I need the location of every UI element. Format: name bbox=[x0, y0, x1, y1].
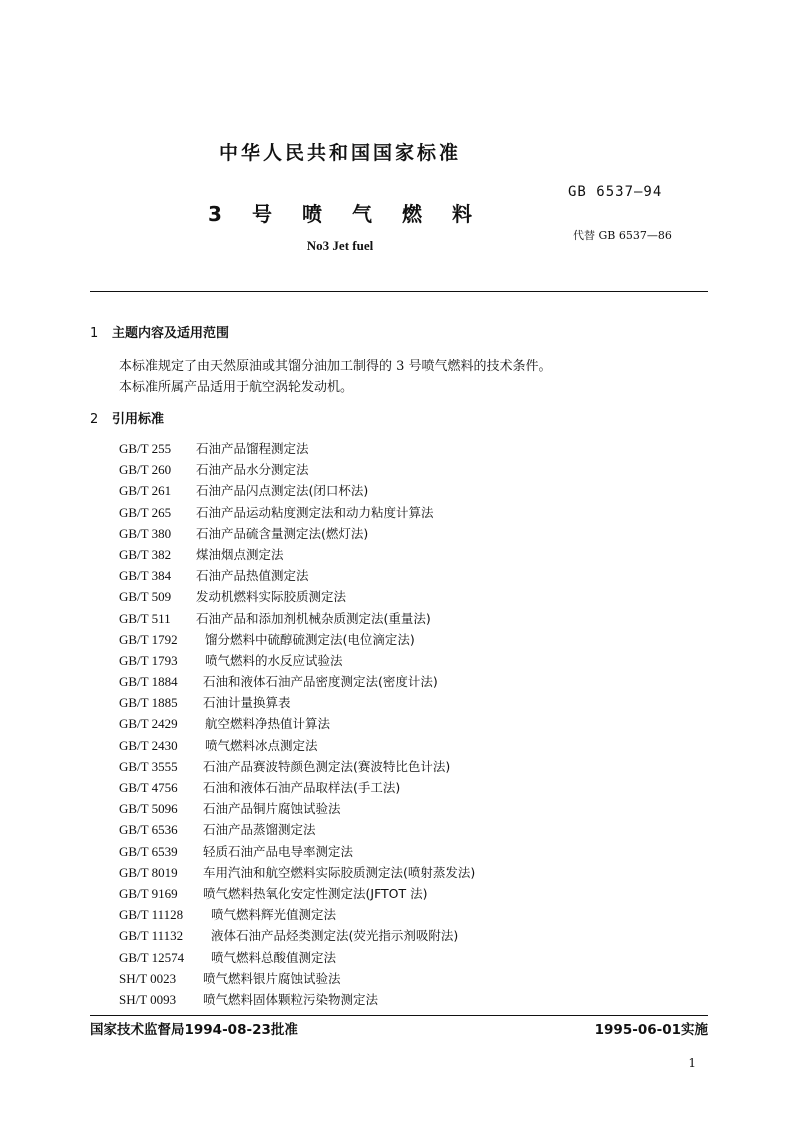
reference-name: 石油产品水分测定法 bbox=[196, 462, 309, 478]
reference-item bbox=[119, 819, 475, 840]
reference-name: 喷气燃料热氧化安定性测定法(JFTOT 法) bbox=[203, 885, 428, 901]
reference-code: SH/T 0093 bbox=[119, 991, 177, 1007]
section-1-heading bbox=[90, 322, 229, 341]
reference-code: GB/T 509 bbox=[119, 589, 172, 605]
reference-item bbox=[119, 692, 475, 713]
english-title: No3 Jet fuel bbox=[306, 238, 374, 253]
reference-code: GB/T 265 bbox=[119, 504, 172, 520]
footer-rule bbox=[90, 1015, 708, 1016]
reference-code: SH/T 0023 bbox=[119, 970, 177, 986]
reference-item bbox=[119, 565, 475, 586]
reference-item bbox=[119, 586, 475, 607]
reference-item bbox=[119, 798, 475, 819]
reference-code: GB/T 12574 bbox=[119, 949, 185, 965]
reference-code: GB/T 1884 bbox=[119, 674, 178, 690]
section-2-heading bbox=[90, 408, 164, 427]
reference-name: 石油产品蒸馏测定法 bbox=[203, 822, 316, 838]
reference-name: 发动机燃料实际胶质测定法 bbox=[196, 589, 347, 605]
reference-item bbox=[119, 883, 475, 904]
reference-name: 煤油烟点测定法 bbox=[196, 546, 284, 562]
reference-code: GB/T 260 bbox=[119, 462, 172, 478]
reference-code: GB/T 382 bbox=[119, 546, 172, 562]
reference-name: 石油产品馏程测定法 bbox=[196, 441, 309, 456]
reference-code: GB/T 11132 bbox=[119, 928, 184, 944]
reference-name: 喷气燃料辉光值测定法 bbox=[211, 907, 337, 923]
reference-code: GB/T 5096 bbox=[119, 801, 178, 817]
reference-item bbox=[119, 925, 475, 946]
reference-code: GB/T 6539 bbox=[119, 843, 178, 859]
section-1-paragraph: 本标准规定了由天然原油或其馏分油加工制得的 3 号喷气燃料的技术条件。 bbox=[119, 359, 552, 374]
section-1-number: 1 bbox=[90, 326, 99, 341]
reference-code: GB/T 2430 bbox=[119, 737, 178, 753]
reference-item bbox=[119, 777, 475, 798]
reference-name: 喷气燃料的水反应试验法 bbox=[205, 652, 343, 668]
reference-item bbox=[119, 480, 475, 501]
reference-item bbox=[119, 629, 475, 650]
reference-list bbox=[119, 438, 475, 1010]
reference-item bbox=[119, 713, 475, 734]
reference-code: GB/T 384 bbox=[119, 568, 172, 584]
header-rule bbox=[90, 291, 708, 292]
reference-item bbox=[119, 523, 475, 544]
reference-name: 石油和液体石油产品取样法(手工法) bbox=[203, 780, 401, 795]
reference-name: 石油产品硫含量测定法(燃灯法) bbox=[196, 525, 369, 541]
reference-name: 石油产品闪点测定法(闭口杯法) bbox=[196, 483, 369, 499]
reference-item bbox=[119, 544, 475, 565]
reference-code: GB/T 6536 bbox=[119, 822, 178, 838]
reference-code: GB/T 261 bbox=[119, 483, 172, 499]
reference-code: GB/T 11128 bbox=[119, 907, 184, 923]
section-2-title: 引用标准 bbox=[112, 412, 165, 427]
reference-name: 喷气燃料冰点测定法 bbox=[205, 737, 318, 753]
reference-code: GB/T 3555 bbox=[119, 758, 178, 774]
reference-code: GB/T 380 bbox=[119, 525, 172, 541]
reference-code: GB/T 1885 bbox=[119, 695, 178, 711]
reference-item bbox=[119, 756, 475, 777]
reference-item bbox=[119, 671, 475, 692]
reference-item bbox=[119, 438, 475, 459]
reference-name: 液体石油产品烃类测定法(荧光指示剂吸附法) bbox=[211, 928, 459, 944]
reference-name: 馏分燃料中硫醇硫测定法(电位滴定法) bbox=[205, 631, 415, 647]
reference-name: 石油产品和添加剂机械杂质测定法(重量法) bbox=[196, 610, 431, 626]
reference-item bbox=[119, 947, 475, 968]
national-standard-heading: 中华人民共和国国家标准 bbox=[218, 142, 461, 164]
reference-name: 喷气燃料固体颗粒污染物测定法 bbox=[203, 991, 379, 1007]
reference-name: 石油产品运动粘度测定法和动力粘度计算法 bbox=[196, 504, 434, 520]
reference-name: 车用汽油和航空燃料实际胶质测定法(喷射蒸发法) bbox=[203, 864, 476, 880]
reference-name: 石油产品赛波特颜色测定法(赛波特比色计法) bbox=[203, 758, 451, 774]
section-1-title: 主题内容及适用范围 bbox=[112, 326, 230, 341]
reference-item bbox=[119, 862, 475, 883]
reference-item bbox=[119, 841, 475, 862]
implementation-date: 1995-06-01实施 bbox=[594, 1022, 708, 1038]
approval-date: 国家技术监督局1994-08-23批准 bbox=[90, 1022, 298, 1038]
reference-name: 石油计量换算表 bbox=[203, 695, 291, 711]
reference-code: GB/T 2429 bbox=[119, 716, 178, 732]
reference-item bbox=[119, 650, 475, 671]
reference-item bbox=[119, 989, 475, 1010]
section-1-paragraph: 本标准所属产品适用于航空涡轮发动机。 bbox=[119, 380, 354, 395]
reference-name: 石油产品铜片腐蚀试验法 bbox=[203, 801, 341, 817]
reference-name: 石油产品热值测定法 bbox=[196, 568, 309, 584]
reference-item bbox=[119, 459, 475, 480]
reference-item bbox=[119, 735, 475, 756]
reference-item bbox=[119, 904, 475, 925]
reference-code: GB/T 1793 bbox=[119, 652, 178, 668]
document-title: 3号喷气燃料 bbox=[208, 202, 502, 226]
reference-code: GB/T 511 bbox=[119, 610, 171, 626]
reference-code: GB/T 8019 bbox=[119, 864, 178, 880]
reference-name: 喷气燃料总酸值测定法 bbox=[211, 949, 337, 965]
reference-code: GB/T 9169 bbox=[119, 885, 178, 901]
reference-item bbox=[119, 502, 475, 523]
reference-name: 喷气燃料银片腐蚀试验法 bbox=[203, 970, 341, 986]
reference-name: 航空燃料净热值计算法 bbox=[205, 716, 331, 732]
replaces-standard: 代替 GB 6537—86 bbox=[573, 229, 672, 242]
reference-code: GB/T 1792 bbox=[119, 631, 178, 647]
reference-code: GB/T 255 bbox=[119, 441, 172, 456]
reference-name: 轻质石油产品电导率测定法 bbox=[203, 843, 354, 859]
reference-item bbox=[119, 608, 475, 629]
page-number: 1 bbox=[688, 1056, 696, 1070]
standard-number: GB 6537—94 bbox=[568, 184, 663, 200]
reference-item bbox=[119, 968, 475, 989]
reference-code: GB/T 4756 bbox=[119, 780, 178, 795]
section-2-number: 2 bbox=[90, 412, 99, 427]
reference-name: 石油和液体石油产品密度测定法(密度计法) bbox=[203, 674, 438, 690]
